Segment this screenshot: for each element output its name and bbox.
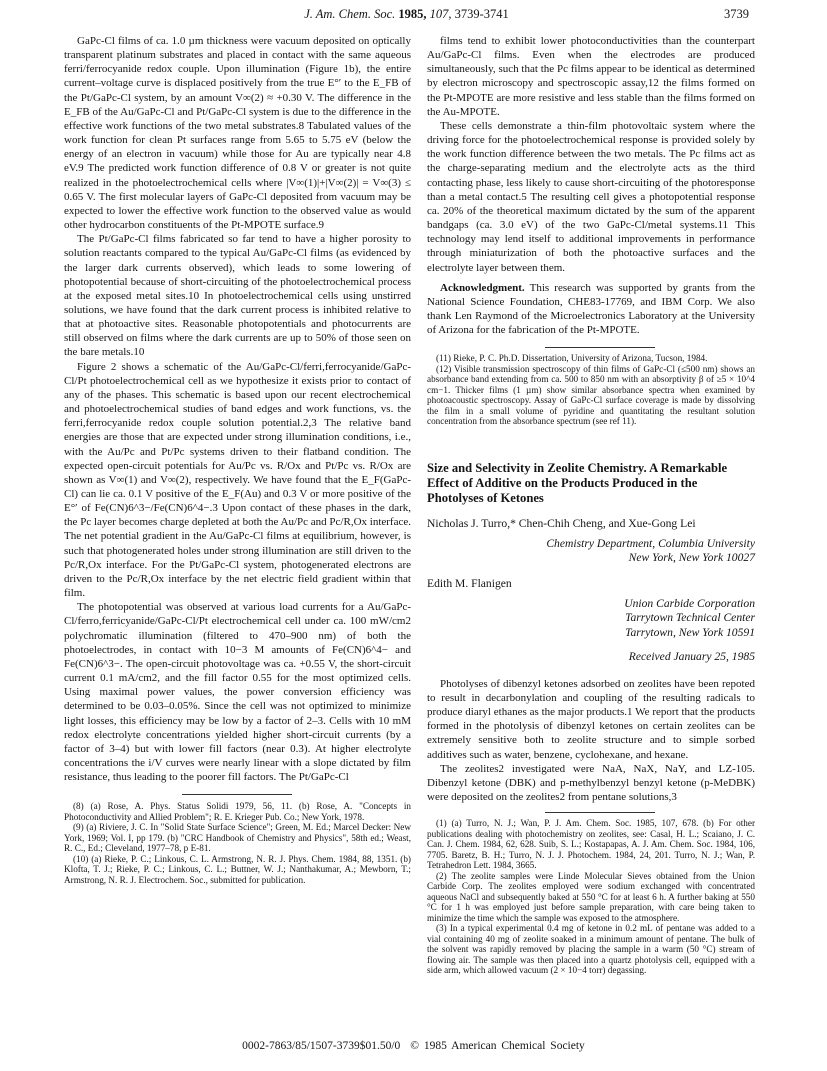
acknowledgment-heading: Acknowledgment.: [440, 281, 525, 294]
article-title: Size and Selectivity in Zeolite Chemistry. A Remarkable Effect of Additive on the Products Produced in the Photolyses of Ketones: [427, 460, 728, 505]
body-paragraph: These cells demonstrate a thin-film photovoltaic system where the driving force for the photoelectrochemical response is provided solely by the work function difference between the two metals. The Pc films act as the charge-separating medium and the electrolyte acts as the third contacting phase, less likely to cause short-circuiting of the photoresponse than a metal contact.5 The resulting cell gives a photopotential response ca. 20% of the theoretical maximum dictated by the sum of the apparent bandgaps (ca. 3.0 eV) of the two GaPc-Cl/metal systems.11 This technology may lend itself to additional improvements in performance through miniaturization of both the photoactive surfaces and the electrolyte layer between them.: [427, 119, 755, 274]
journal-year: 1985,: [398, 7, 427, 21]
affiliation-line: Union Carbide Corporation: [624, 596, 755, 610]
page-number: 3739: [724, 7, 749, 21]
body-paragraph: GaPc-Cl films of ca. 1.0 µm thickness were vacuum deposited on optically transparent platinum substrates and placed in contact with the same aqueous ferri/ferrocyanide redox couple. Upon illumination (Figure 1b), the entire current–voltage curve is displaced positively from the true E°′ to the E_FB of the Pt/GaPc-Cl system, by an amount V∞(2) ≈ +0.30 V. The difference in the E_FB of the Au/GaPc-Cl and Pt/GaPc-Cl system is due to the difference in the effective work functions of the two metal substrates.8 Tabulated values of the work function for clean Pt surfaces range from 5.65 to 5.75 eV (below the energy of an electron in vacuum) while those for Au are typically near 4.8 eV.9 The predicted work function difference of 0.8 V or greater is not quite realized in the photoelectrochemical cells where |V∞(1)|+|V∞(2)| = V∞(3) ≤ 0.65 V. The first molecular layers of GaPc-Cl deposited from vacuum may be expected to lower the effective work function to the observed value as would other hydrocarbon constituents of the Pt-MPOTE surface.9: [64, 35, 411, 232]
body-paragraph: Figure 2 shows a schematic of the Au/GaPc-Cl/ferri,ferrocyanide/GaPc-Cl/Pt photoelectrochemical cell as we hypothesize it exists prior to contact of any of the phases. This schematic is based upon our recent electrochemical and photoelectrochemical studies of band edges and work functions, vs. the ferri,ferrocyanide redox couple solution potential.2,3 The relative band energies are those that are expected under strong illumination conditions, i.e., with the Au/Pc and Pt/Pc systems driven to their flatband condition. The expected open-circuit potentials for Au/Pc vs. R/Ox and Pt/Pc vs. R/Ox are shown as V∞(1) and V∞(2), respectively. We have found that the E_F(GaPc-Cl) can lie ca. 0.1 V positive of the E_F(Au) and 0.3 V or more positive of the E°′ of Fe(CN)6^3−/Fe(CN)6^4−.3 Upon contact of these phases in the dark, the Pc layer becomes charge depleted at both the Au/Pc and Pc/R,Ox interface. The net potential gradient in the Au/GaPc-Cl films at equilibrium, however, is such that photogenerated holes under strong illumination are still driven to the Pc/R,Ox interface. For the Pt/GaPc-Cl system, photogenerated electrons are driven to the Pc/R,Ox interface by the net electric field gradient within that film.: [64, 360, 411, 600]
affiliation-line: Tarrytown Technical Center: [625, 611, 755, 625]
body-paragraph: The zeolites2 investigated were NaA, NaX, NaY, and LZ-105. Dibenzyl ketone (DBK) and p-methylbenzyl benzyl ketone (p-MeDBK) were deposited on the zeolites2 from pentane solutions,3: [427, 762, 755, 804]
right-column: [427, 34, 755, 976]
footnote: (3) In a typical experimental 0.4 mg of ketone in 0.2 mL of pentane was added to a vial containing 40 mg of zeolite soaked in a minimum amount of pentane. The bulk of the solvent was rapidly removed by placing the sample in a warm (50 °C) stream of flowing air. The sample was then placed into a quartz photolysis cell, equipped with a side arm, which allowed vacuum (2 × 10−4 torr) degassing.: [427, 923, 755, 976]
affiliation-line: New York, New York 10027: [628, 551, 755, 565]
footnote: (11) Rieke, P. C. Ph.D. Dissertation, University of Arizona, Tucson, 1984.: [436, 353, 708, 364]
affiliation-1: [427, 537, 755, 566]
footnote-divider: [182, 794, 292, 795]
footnotes: [64, 801, 411, 885]
journal-name: J. Am. Chem. Soc.: [304, 7, 396, 21]
body-paragraph: films tend to exhibit lower photoconductivities than the counterpart Au/GaPc-Cl films. Even when the electrodes are produced simultaneously, such that the Pc films appear to be identical as determined by electron microscopy and spectroscopic assay,12 the films formed on the Pt-MPOTE are more resistive and less stable than the films formed on the Au-MPOTE.: [427, 35, 755, 118]
footnote: (9) (a) Riviere, J. C. In "Solid State Surface Science"; Green, M. Ed.; Marcel Decker: New York, 1969; Vol. I, pp 179. (b) "CRC Handbook of Chemistry and Physics", 58th ed.; Weast, R. C., Ed.; Cleveland, 1977–78, p E-81.: [64, 822, 411, 854]
footnote: (12) Visible transmission spectroscopy of thin films of GaPc-Cl (≤500 nm) shows an absorbance band extending from ca. 500 to 850 nm with an absorptivity β of ≥5 × 10^4 cm−1. Thicker films (1 µm) show similar absorbance spectra when examined by photoacoustic spectroscopy. Assay of GaPc-Cl surface coverage is made by dissolving the film in a small volume of pyridine and quantitating the resultant solution concentration from the absorbance spectrum (see ref 11).: [427, 363, 755, 427]
footnote: (1) (a) Turro, N. J.; Wan, P. J. Am. Chem. Soc. 1985, 107, 678. (b) For other publications dealing with photochemistry on zeolites, see: Casal, H. L.; Scaiano, J. C. Can. J. Chem. 1984, 62, 628. Suib, S. L.; Kostapapas, A. J. Am. Chem. Soc. 1984, 106, 7705. Baretz, B. H.; Turro, N. J. J. Photochem. 1984, 24, 201. Turro, N. J.; Wan, P. Tetrahedron Lett. 1984, 3665.: [427, 818, 755, 871]
running-header: [64, 7, 749, 25]
body-paragraph: The Pt/GaPc-Cl films fabricated so far tend to have a higher porosity to solution reactants compared to the typical Au/GaPc-Cl films (as evidenced by the larger dark currents observed), which leads to some lowering of photopotential because of short-circuiting of the photoelectrochemical process at the exposed metal sites.10 In photoelectrochemical cells using unstirred solutions, we have found that the dark current process is inhibited relative to that at photoactive sites. Reasonable photopotentials and photocurrents are still observed on films where the dark currents are up to 50% of those seen on the bare metals.10: [64, 233, 411, 359]
footnote-divider: [545, 812, 655, 813]
left-column: [64, 34, 411, 885]
article-author-2: Edith M. Flanigen: [427, 576, 512, 590]
footnotes: [427, 353, 755, 427]
acknowledgment-text: This research was supported by grants from the National Science Foundation, CHE83-17769, and IBM Corp. We also thank Len Raymond of the Microelectronics Laboratory at the University of Arizona for the fabrication of the Pt-MPOTE.: [427, 281, 755, 337]
page-footer: [0, 1040, 827, 1052]
acknowledgment: [427, 281, 755, 338]
body-paragraph: The photopotential was observed at various load currents for a Au/GaPc-Cl/ferro,ferricyanide/GaPc-Cl/Pt electrochemical cell under ca. 100 mW/cm2 polychromatic illumination (filtered to 470–900 nm) of both the photoelectrodes, in contact with 10−3 M amounts of Fe(CN)6^4− and Fe(CN)6^3−. The open-circuit photovoltage was ca. +0.55 V, the short-circuit current 0.1 mA/cm2, and the fill factor 0.55 for the most optimized cells. Using maximal power values, the power conversion efficiency was determined to be 0.03–0.05%. Since the cell was not optimized to minimize light losses, this efficiency may be low by a factor of 2–3. Cells with 10 mM redox electrolyte concentrations yielded higher short-circuit currents (by a factor of 3–4) but with lower fill factors (near 0.3). At higher electrolyte concentrations the i/V curves were nearly linear with a slope dictated by film resistance, thus leading to the poorer fill factors. The Pt/GaPc-Cl: [64, 601, 411, 784]
footnote-divider: [545, 347, 655, 348]
body-paragraph: Photolyses of dibenzyl ketones adsorbed on zeolites have been repoted to result in decarbonylation and coupling of the resulting radicals to produce diaryl ethanes as the major products.1 We report that the products formed in the photolysis of dibenzyl ketones on certain zeolites can be extremely sensitive both to zeolite structure and to simple sorbed additives such as water, benzene, cyclohexane, and hexane.: [427, 677, 755, 761]
footnotes: [427, 818, 755, 976]
article-authors: Nicholas J. Turro,* Chen-Chih Cheng, and Xue-Gong Lei: [427, 516, 696, 530]
affiliation-2: [427, 597, 755, 641]
article-code: 0002-7863/85/1507-3739$01.50/0: [242, 1040, 401, 1052]
footnote: (10) (a) Rieke, P. C.; Linkous, C. L. Armstrong, N. R. J. Phys. Chem. 1984, 88, 1351. (b) Klofta, T. J.; Rieke, P. C.; Linkous, C. L.; Buttner, W. J.; Nanthakumar, A.; Mewborn, T.; Armstrong, N. R. J. Electrochem. Soc., submitted for publication.: [64, 853, 411, 885]
journal-citation: [64, 7, 749, 22]
received-date: Received January 25, 1985: [628, 650, 755, 664]
journal-volume: 107,: [429, 7, 452, 21]
journal-pages: 3739-3741: [454, 7, 509, 21]
footnote: (8) (a) Rose, A. Phys. Status Solidi 1979, 56, 11. (b) Rose, A. "Concepts in Photoconductivity and Allied Problem"; R. E. Krieger Pub. Co.; New York, 1978.: [64, 801, 411, 822]
affiliation-line: Tarrytown, New York 10591: [625, 625, 755, 639]
copyright: © 1985 American Chemical Society: [410, 1040, 585, 1052]
affiliation-line: Chemistry Department, Columbia University: [546, 536, 755, 550]
footnote: (2) The zeolite samples were Linde Molecular Sieves obtained from the Union Carbide Corp. The zeolites employed were sodium exchanged with concentrated aqueous NaCl and subsequently baked at 550 °C for at least 6 h. A further baking at 550 °C for 1 h was employed just before sample preparation, with care being taken to minimize the time which the sample was exposed to the atmosphere.: [427, 870, 755, 923]
